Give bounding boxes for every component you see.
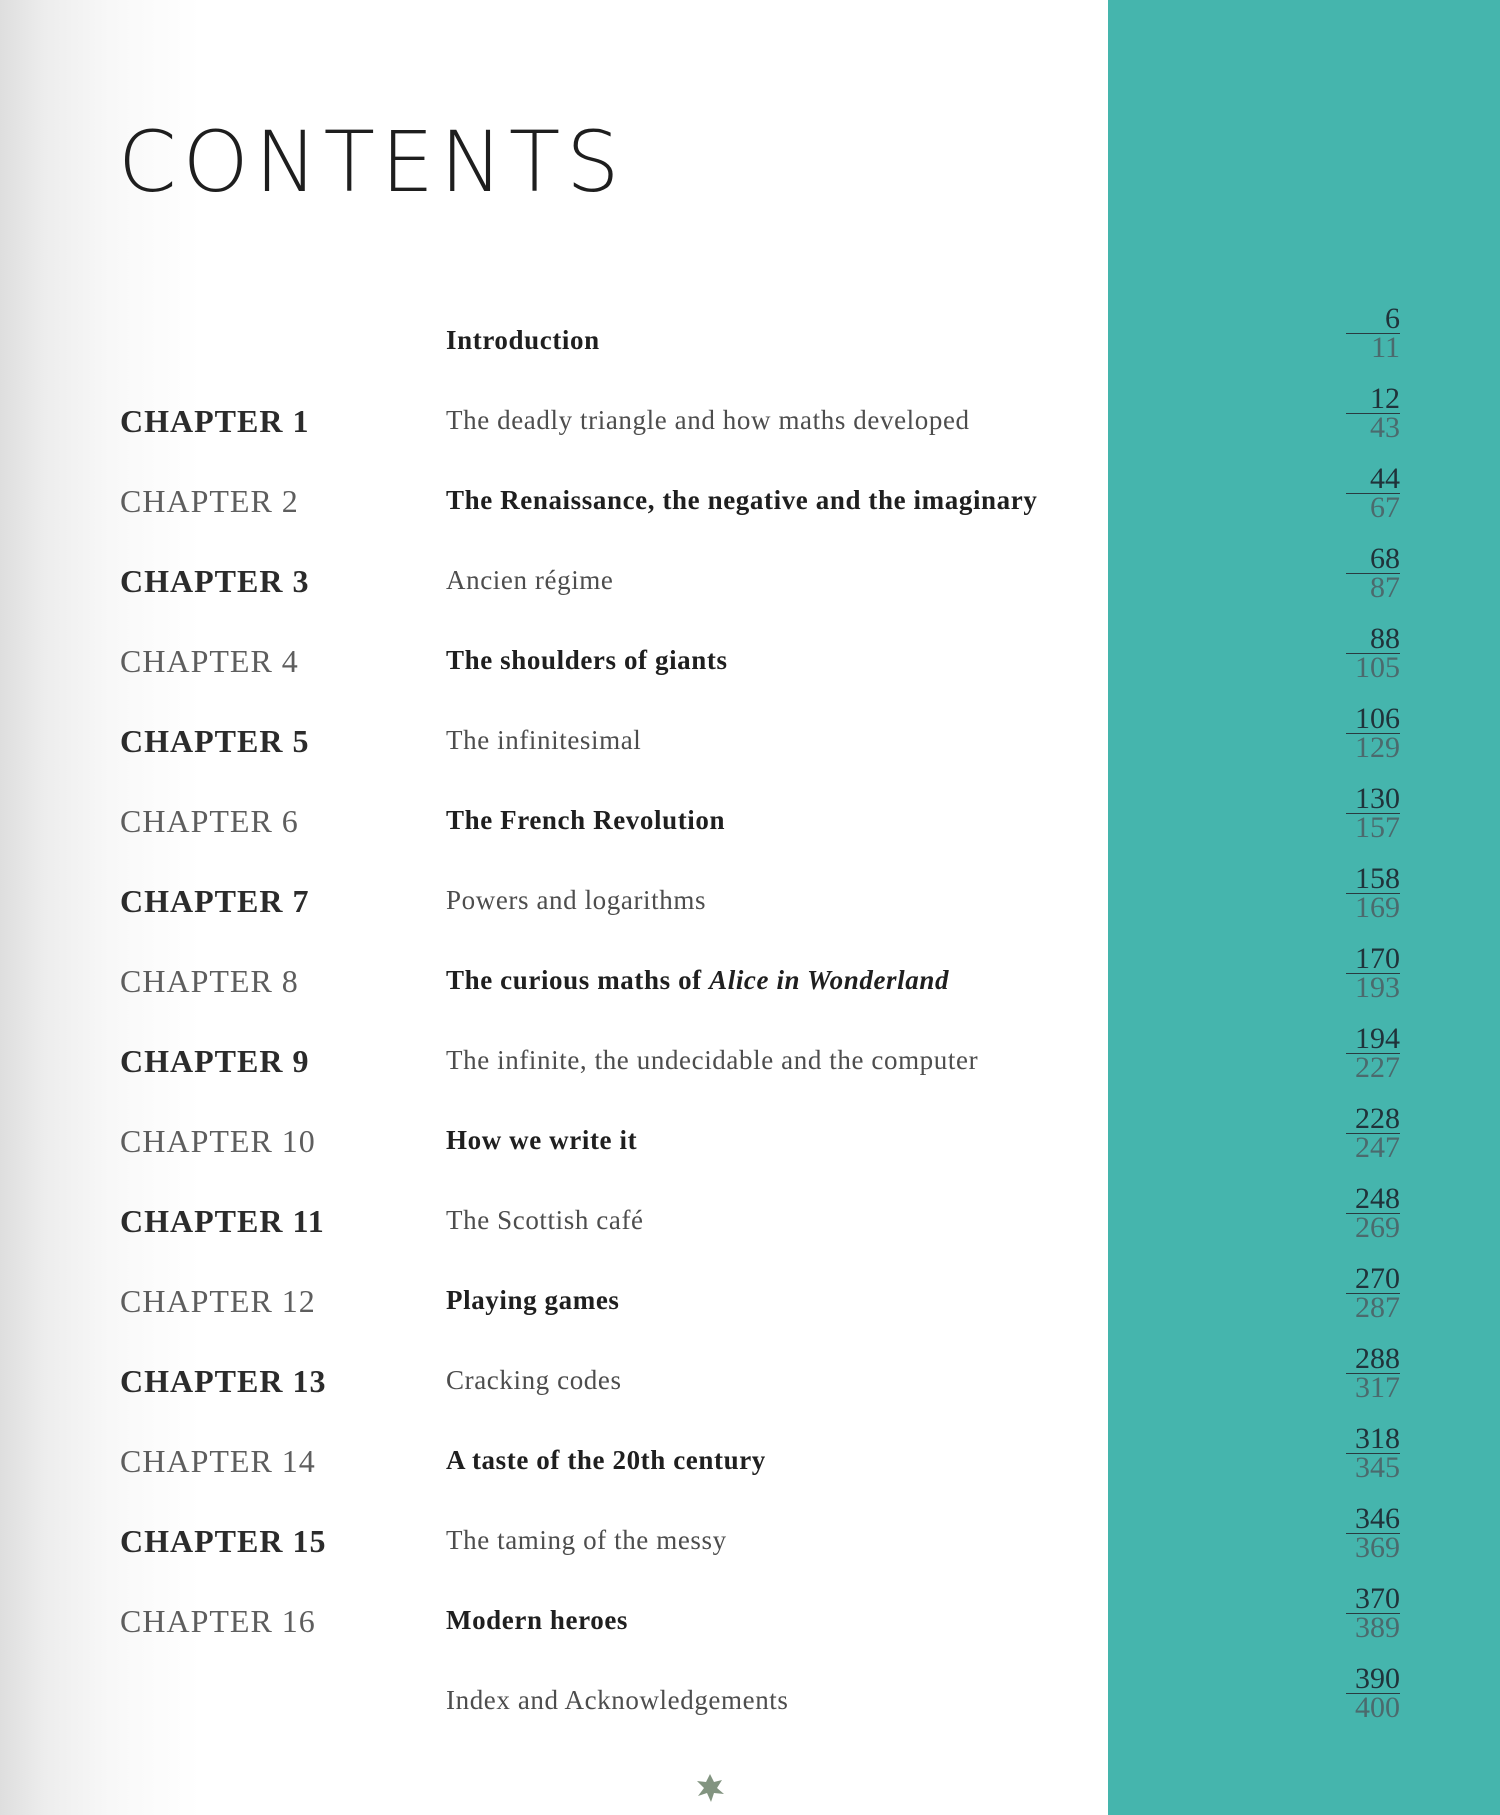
page-end: 317: [1355, 1371, 1400, 1404]
chapter-label: CHAPTER 9: [120, 1043, 310, 1079]
page-range: [1310, 1342, 1400, 1404]
entry-title: The infinite, the undecidable and the computer: [446, 1045, 979, 1075]
page-end: 87: [1370, 571, 1400, 604]
chapter-label: CHAPTER 16: [120, 1603, 316, 1639]
page-start: 270: [1346, 1265, 1400, 1294]
page-range: [1310, 782, 1400, 844]
page-end: 105: [1355, 651, 1400, 684]
entry-title: Index and Acknowledgements: [446, 1685, 789, 1715]
page-end: 157: [1355, 811, 1400, 844]
entry-title: How we write it: [446, 1125, 638, 1155]
page-range: [1310, 1422, 1400, 1484]
toc-row: [0, 862, 1500, 935]
page-end: 43: [1370, 411, 1400, 444]
chapter-label: CHAPTER 5: [120, 723, 310, 759]
page-start: 158: [1346, 865, 1400, 894]
page-range: [1310, 382, 1400, 444]
ink-smudge: [690, 1768, 730, 1808]
entry-title: The deadly triangle and how maths developed: [446, 405, 970, 435]
page-range: [1310, 1182, 1400, 1244]
page-start: 6: [1346, 305, 1400, 334]
toc-row: [0, 622, 1500, 695]
page-start: 390: [1346, 1665, 1400, 1694]
toc-row: [0, 462, 1500, 535]
page-range: [1310, 1502, 1400, 1564]
page-end: 247: [1355, 1131, 1400, 1164]
page-range: [1310, 1662, 1400, 1724]
entry-title: The infinitesimal: [446, 725, 642, 755]
page-end: 400: [1355, 1691, 1400, 1724]
page-range: [1310, 1582, 1400, 1644]
chapter-label: CHAPTER 6: [120, 803, 299, 839]
page-start: 228: [1346, 1105, 1400, 1134]
page-start: 12: [1346, 385, 1400, 414]
entry-title: The taming of the messy: [446, 1525, 727, 1555]
page-start: 88: [1346, 625, 1400, 654]
chapter-label: CHAPTER 14: [120, 1443, 316, 1479]
toc-row: [0, 1662, 1500, 1735]
toc-row: [0, 1102, 1500, 1175]
chapter-label: CHAPTER 4: [120, 643, 299, 679]
page-end: 345: [1355, 1451, 1400, 1484]
toc-row: [0, 702, 1500, 775]
page-end: 369: [1355, 1531, 1400, 1564]
page-start: 288: [1346, 1345, 1400, 1374]
chapter-label: CHAPTER 11: [120, 1203, 325, 1239]
entry-title: Powers and logarithms: [446, 885, 707, 915]
page-start: 106: [1346, 705, 1400, 734]
page-end: 129: [1355, 731, 1400, 764]
page-range: [1310, 462, 1400, 524]
entry-title-prefix: The curious maths of: [446, 965, 710, 995]
page-start: 370: [1346, 1585, 1400, 1614]
page-end: 169: [1355, 891, 1400, 924]
entry-title: Cracking codes: [446, 1365, 622, 1395]
toc-row: [0, 1022, 1500, 1095]
entry-title: Playing games: [446, 1285, 620, 1315]
chapter-label: CHAPTER 15: [120, 1523, 327, 1559]
page-start: 346: [1346, 1505, 1400, 1534]
page-end: 287: [1355, 1291, 1400, 1324]
page-end: 269: [1355, 1211, 1400, 1244]
page-range: [1310, 1022, 1400, 1084]
chapter-label: CHAPTER 3: [120, 563, 310, 599]
chapter-label: CHAPTER 10: [120, 1123, 316, 1159]
page-range: [1310, 702, 1400, 764]
toc-row: [0, 782, 1500, 855]
page-end: 193: [1355, 971, 1400, 1004]
page-start: 44: [1346, 465, 1400, 494]
toc-row: [0, 542, 1500, 615]
toc-row: [0, 1342, 1500, 1415]
entry-title-italic: Alice in Wonderland: [709, 965, 950, 995]
page-range: [1310, 942, 1400, 1004]
entry-title: Modern heroes: [446, 1605, 629, 1635]
entry-title: A taste of the 20th century: [446, 1445, 766, 1475]
page-end: 227: [1355, 1051, 1400, 1084]
page-range: [1310, 622, 1400, 684]
chapter-label: CHAPTER 1: [120, 403, 310, 439]
toc-row: [0, 1582, 1500, 1655]
entry-title: The Renaissance, the negative and the imaginary: [446, 485, 1038, 515]
page-range: [1310, 542, 1400, 604]
chapter-label: CHAPTER 12: [120, 1283, 316, 1319]
chapter-label: CHAPTER 13: [120, 1363, 327, 1399]
entry-title: The French Revolution: [446, 805, 726, 835]
page-start: 248: [1346, 1185, 1400, 1214]
page-range: [1310, 1102, 1400, 1164]
page-start: 194: [1346, 1025, 1400, 1054]
toc-row: [0, 382, 1500, 455]
toc-row: [0, 942, 1500, 1015]
chapter-label: CHAPTER 7: [120, 883, 310, 919]
entry-title: The Scottish café: [446, 1205, 644, 1235]
toc-row: [0, 302, 1500, 375]
toc-row: [0, 1182, 1500, 1255]
page-end: 67: [1370, 491, 1400, 524]
page-end: 389: [1355, 1611, 1400, 1644]
chapter-label: CHAPTER 8: [120, 963, 299, 999]
toc-row: [0, 1422, 1500, 1495]
entry-title: The shoulders of giants: [446, 645, 728, 675]
page-title: CONTENTS: [118, 113, 626, 211]
chapter-label: CHAPTER 2: [120, 483, 299, 519]
page-range: [1310, 1262, 1400, 1324]
entry-title: [446, 965, 949, 996]
entry-title: Ancien régime: [446, 565, 614, 595]
page-start: 170: [1346, 945, 1400, 974]
page-start: 130: [1346, 785, 1400, 814]
toc-row: [0, 1262, 1500, 1335]
page-range: [1310, 302, 1400, 364]
page-range: [1310, 862, 1400, 924]
toc-row: [0, 1502, 1500, 1575]
page-start: 318: [1346, 1425, 1400, 1454]
page-start: 68: [1346, 545, 1400, 574]
page-end: 11: [1371, 331, 1400, 364]
entry-title: Introduction: [446, 325, 600, 355]
